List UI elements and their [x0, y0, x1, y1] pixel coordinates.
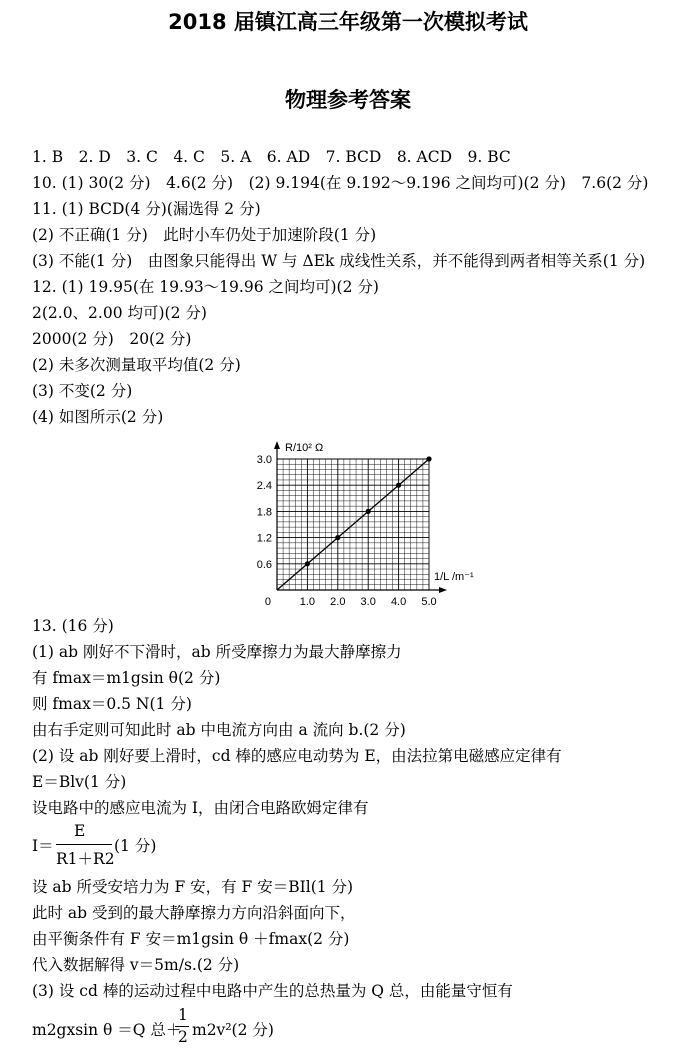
r-vs-inverse-l-chart	[240, 430, 480, 610]
y-tick-label: 0.6	[256, 558, 272, 571]
formula-energy-bar	[175, 1026, 189, 1027]
answer-line-2: 10. (1) 30(2 分) 4.6(2 分) (2) 9.194(在 9.192～9.196 之间均可)(2 分) 7.6(2 分)	[32, 174, 649, 192]
formula-energy-denominator: 2	[178, 1028, 188, 1046]
formula-energy-lhs: m2gxsin θ ＝Q 总＋	[32, 1021, 182, 1039]
answer-line-23: 代入数据解得 v＝5m/s.(2 分)	[32, 956, 240, 974]
x-axis-arrow	[439, 587, 447, 593]
x-tick-label: 5.0	[421, 596, 437, 608]
answer-line-5: (3) 不能(1 分) 由图象只能得出 W 与 ΔEk 成线性关系，并不能得到两者相等关系(1 分)	[32, 252, 646, 270]
data-point	[426, 456, 431, 461]
answer-line-14: 有 fmax＝m1gsin θ(2 分)	[32, 669, 221, 687]
formula-current-lhs: I＝	[32, 837, 54, 855]
data-point	[366, 509, 371, 514]
answer-line-19: 设电路中的感应电流为 I，由闭合电路欧姆定律有	[32, 799, 369, 817]
origin-label: 0	[264, 596, 271, 608]
y-axis-arrow	[274, 441, 280, 449]
answer-line-3: 11. (1) BCD(4 分)(漏选得 2 分)	[32, 200, 261, 218]
formula-current-numerator: E	[74, 822, 86, 840]
x-tick-label: 1.0	[299, 596, 316, 608]
answer-line-17: (2) 设 ab 刚好要上滑时，cd 棒的感应电动势为 E，由法拉第电磁感应定律有	[32, 747, 562, 765]
x-axis-label: 1/L /m⁻¹	[434, 571, 474, 583]
answer-line-18: E＝Blv(1 分)	[32, 773, 127, 791]
answer-line-4: (2) 不正确(1 分) 此时小车仍处于加速阶段(1 分)	[32, 226, 377, 244]
x-tick-label: 3.0	[360, 596, 376, 608]
formula-current-denominator: R1＋R2	[56, 850, 115, 868]
answer-line-11: (4) 如图所示(2 分)	[32, 408, 164, 426]
page-title: 2018 届镇江高三年级第一次模拟考试	[168, 10, 528, 34]
y-axis-label: R/10² Ω	[285, 442, 324, 454]
y-tick-label: 1.8	[256, 506, 272, 519]
y-tick-label: 2.4	[256, 480, 272, 493]
answer-line-7: 2(2.0、2.00 均可)(2 分)	[32, 304, 207, 322]
answer-line-1: 1. B 2. D 3. C 4. C 5. A 6. AD 7. BCD 8. ACD 9. BC	[32, 148, 511, 166]
answer-line-12: 13. (16 分)	[32, 617, 114, 635]
formula-energy-tail: m2v²(2 分)	[192, 1021, 274, 1039]
answer-line-20: 设 ab 所受安培力为 F 安，有 F 安＝BIl(1 分)	[32, 878, 354, 896]
y-tick-label: 3.0	[256, 454, 272, 466]
fit-line	[277, 459, 429, 590]
x-tick-label: 4.0	[390, 596, 407, 608]
formula-current	[32, 822, 272, 872]
page-subtitle: 物理参考答案	[285, 88, 411, 112]
answer-line-9: (2) 未多次测量取平均值(2 分)	[32, 356, 241, 374]
formula-energy-numerator: 1	[178, 1006, 188, 1024]
answer-line-16: 由右手定则可知此时 ab 中电流方向由 a 流向 b.(2 分)	[32, 721, 406, 739]
answer-line-6: 12. (1) 19.95(在 19.93～19.96 之间均可)(2 分)	[32, 278, 379, 296]
formula-current-bar	[56, 844, 112, 845]
answer-line-24: (3) 设 cd 棒的运动过程中电路中产生的总热量为 Q 总，由能量守恒有	[32, 982, 513, 1000]
formula-energy	[32, 1006, 332, 1056]
answer-line-21: 此时 ab 受到的最大静摩擦力方向沿斜面向下，	[32, 904, 356, 922]
y-tick-label: 1.2	[256, 532, 272, 545]
data-point	[335, 535, 340, 540]
x-tick-label: 2.0	[330, 596, 346, 608]
answer-line-13: (1) ab 刚好不下滑时，ab 所受摩擦力为最大静摩擦力	[32, 643, 402, 661]
formula-current-tail: (1 分)	[114, 837, 157, 855]
data-point	[396, 483, 401, 488]
answer-line-10: (3) 不变(2 分)	[32, 382, 133, 400]
answer-line-15: 则 fmax＝0.5 N(1 分)	[32, 695, 192, 713]
data-point	[305, 561, 310, 566]
answer-line-8: 2000(2 分) 20(2 分)	[32, 330, 192, 348]
answer-line-22: 由平衡条件有 F 安＝m1gsin θ ＋fmax(2 分)	[32, 930, 350, 948]
